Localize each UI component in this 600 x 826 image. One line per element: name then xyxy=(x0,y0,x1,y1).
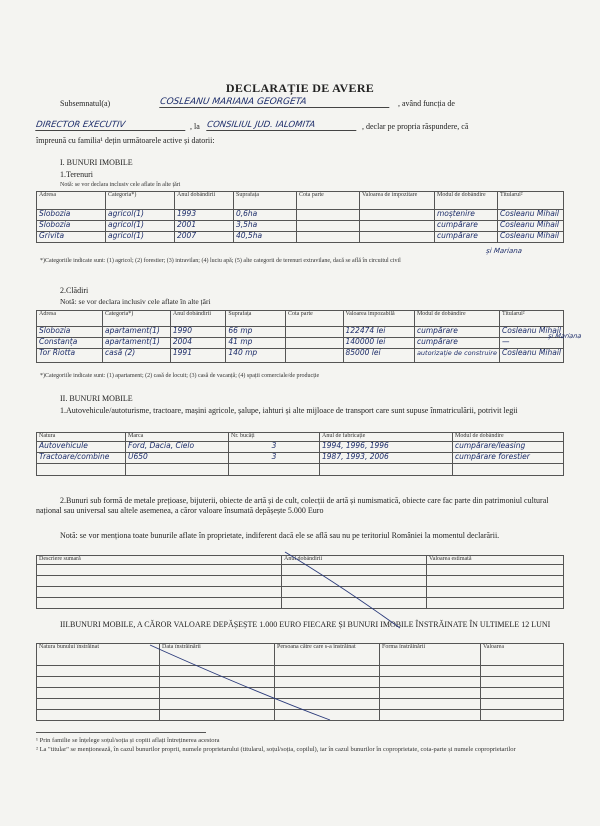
buildings-heading: 2.Clădiri xyxy=(60,286,89,295)
alienated-header-nature: Natura bunului înstrăinat xyxy=(37,644,160,666)
building-cell: Cosleanu Mihail xyxy=(500,327,564,338)
vehicle-cell: 1987, 1993, 2006 xyxy=(320,453,453,464)
valuables-note: Notă: se vor menționa toate bunurile aflate în proprietate, indiferent dacă ele se află sau nu pe teritoriul României la momentul declarării. xyxy=(60,531,500,540)
land-cell: 40,5ha xyxy=(234,232,297,243)
document-title: DECLARAȚIE DE AVERE xyxy=(225,81,375,95)
building-cell: Slobozia xyxy=(37,327,103,338)
vehicle-cell: 3 xyxy=(229,442,320,453)
land-header-address: Adresa xyxy=(37,192,106,210)
land-note: Notă: se vor declara inclusiv cele aflate în alte țări xyxy=(60,182,181,188)
building-cell: Tor Riotta xyxy=(37,349,103,363)
vehicles-header-acquisition: Modul de dobândire xyxy=(453,433,564,442)
land-cell: 0,6ha xyxy=(234,210,297,221)
building-cell: — xyxy=(500,338,564,349)
valuables-header-value: Valoarea estimată xyxy=(427,556,564,565)
building-cell: 2004 xyxy=(170,338,226,349)
building-cell: 41 mp xyxy=(226,338,286,349)
buildings-header-category: Categoria*) xyxy=(102,311,170,327)
land-header-category: Categoria*) xyxy=(106,192,175,210)
land-cell: Slobozia xyxy=(37,210,106,221)
section-2-heading: II. BUNURI MOBILE xyxy=(60,394,133,403)
vehicles-header-count: Nr. bucăți xyxy=(229,433,320,442)
land-cell: agricol(1) xyxy=(106,232,175,243)
vehicle-cell: Autovehicule xyxy=(37,442,126,453)
land-cell: cumpărare xyxy=(435,232,498,243)
valuables-header-description: Descriere sumară xyxy=(37,556,282,565)
vehicles-header-year: Anul de fabricație xyxy=(320,433,453,442)
valuables-header-year: Anul dobândirii xyxy=(282,556,427,565)
buildings-header-address: Adresa xyxy=(37,311,103,327)
intro-prefix: Subsemnatul(a) xyxy=(60,99,111,108)
declarant-function: DIRECTOR EXECUTIV xyxy=(35,120,187,131)
buildings-header-share: Cota parte xyxy=(285,311,343,327)
intro-function-text: , având funcția de xyxy=(398,99,455,108)
land-cell: Cosleanu Mihail xyxy=(498,210,564,221)
building-cell: apartament(1) xyxy=(102,338,170,349)
buildings-header-area: Suprafața xyxy=(226,311,286,327)
buildings-footnote: *)Categoriile indicate sunt: (1) apartament; (2) casă de locuit; (3) casă de vacanță; (4) spații comerciale/de producție xyxy=(40,373,320,379)
land-footnote: *)Categoriile indicate sunt: (1) agricol; (2) forestier; (3) intravilan; (4) luciu apă; (5) alte categorii de terenuri extravilane, dacă se află în circuitul civil xyxy=(40,258,401,264)
vehicle-cell: cumpărare forestier xyxy=(453,453,564,464)
land-header-tax-value: Valoarea de impozitare xyxy=(360,192,435,210)
vehicles-header-brand: Marca xyxy=(126,433,229,442)
land-cell: Cosleanu Mihail xyxy=(498,221,564,232)
building-cell: 85000 lei xyxy=(343,349,414,363)
building-cell: autorizație de construire xyxy=(414,349,499,363)
land-cell: 2001 xyxy=(175,221,234,232)
intro-family-line: împreună cu familia¹ dețin următoarele active și datorii: xyxy=(36,136,215,145)
section-1-heading: I. BUNURI IMOBILE xyxy=(60,158,133,167)
building-cell: 140000 lei xyxy=(343,338,414,349)
land-heading: 1.Terenuri xyxy=(60,170,93,179)
intro-declare-text: , declar pe propria răspundere, că xyxy=(362,122,469,131)
land-holder-extra: și Mariana xyxy=(485,247,523,255)
land-header-share: Cota parte xyxy=(297,192,360,210)
vehicle-cell: Tractoare/combine xyxy=(37,453,126,464)
land-cell: 1993 xyxy=(175,210,234,221)
declarant-name: COSLEANU MARIANA GEORGETA xyxy=(159,97,391,108)
valuables-strike-line xyxy=(285,552,400,628)
land-cell: Cosleanu Mihail xyxy=(498,232,564,243)
land-cell: Grivita xyxy=(37,232,106,243)
building-cell: apartament(1) xyxy=(102,327,170,338)
buildings-header-year: Anul dobândirii xyxy=(170,311,226,327)
land-cell: Slobozia xyxy=(37,221,106,232)
vehicle-cell: cumpărare/leasing xyxy=(453,442,564,453)
alienated-strike-line xyxy=(150,645,330,720)
alienated-header-form: Forma înstrăinării xyxy=(380,644,481,666)
land-cell: cumpărare xyxy=(435,221,498,232)
vehicles-header-type: Natura xyxy=(37,433,126,442)
vehicles-intro: 1.Autovehicule/autoturisme, tractoare, mașini agricole, șalupe, iahturi și alte mijloace de transport care sunt supuse înmatriculării, potrivit legii xyxy=(60,406,518,415)
alienated-header-person: Persoana către care s-a înstrăinat xyxy=(275,644,380,666)
vehicle-cell: 3 xyxy=(229,453,320,464)
building-cell: Cosleanu Mihail xyxy=(500,349,564,363)
land-header-holder: Titularul² xyxy=(498,192,564,210)
buildings-extra-note: și Mariana xyxy=(547,332,582,340)
alienated-header-date: Data înstrăinării xyxy=(160,644,275,666)
intro-at-text: , la xyxy=(190,122,200,131)
declarant-institution: CONSILIUL JUD. IALOMITA xyxy=(206,120,358,131)
vehicle-cell: 1994, 1996, 1996 xyxy=(320,442,453,453)
vehicle-cell: Ford, Dacia, Cielo xyxy=(126,442,229,453)
building-cell: casă (2) xyxy=(102,349,170,363)
building-cell: cumpărare xyxy=(414,327,499,338)
buildings-header-holder: Titularul² xyxy=(500,311,564,327)
land-cell: 2007 xyxy=(175,232,234,243)
footnote-divider xyxy=(36,732,206,733)
valuables-intro: 2.Bunuri sub formă de metale prețioase, bijuterii, obiecte de artă și de cult, colecții de artă și numismatică, obiecte care fac parte din patrimoniul cultural național sau universal sau altele asemenea, a căror valoare însumată depășește 5.000 Euro xyxy=(36,496,549,515)
building-cell: 122474 lei xyxy=(343,327,414,338)
buildings-note: Notă: se vor declara inclusiv cele aflate în alte țări xyxy=(60,297,211,306)
building-cell: 1991 xyxy=(170,349,226,363)
land-cell: agricol(1) xyxy=(106,221,175,232)
land-cell: moștenire xyxy=(435,210,498,221)
buildings-header-acquisition: Modul de dobândire xyxy=(414,311,499,327)
land-header-year: Anul dobândirii xyxy=(175,192,234,210)
building-cell: Constanța xyxy=(37,338,103,349)
building-cell: 140 mp xyxy=(226,349,286,363)
vehicle-cell: U650 xyxy=(126,453,229,464)
land-cell: 3,5ha xyxy=(234,221,297,232)
buildings-header-tax-value: Valoarea impozabilă xyxy=(343,311,414,327)
land-cell: agricol(1) xyxy=(106,210,175,221)
building-cell: cumpărare xyxy=(414,338,499,349)
building-cell: 1990 xyxy=(170,327,226,338)
land-header-acquisition: Modul de dobândire xyxy=(435,192,498,210)
alienated-header-value: Valoarea xyxy=(481,644,564,666)
land-header-area: Suprafața xyxy=(234,192,297,210)
footnote-holder: ² La "titular" se menționează, în cazul bunurilor proprii, numele proprietarului (titularul, soțul/soția, copilul), iar în cazul bunurilor în coproprietate, cota-parte și numele coproprietarilor xyxy=(36,746,516,753)
building-cell: 66 mp xyxy=(226,327,286,338)
section-3-heading: III.BUNURI MOBILE, A CĂROR VALOARE DEPĂȘEȘTE 1.000 EURO FIECARE ȘI BUNURI IMOBILE ÎNSTRĂINATE ÎN ULTIMELE 12 LUNI xyxy=(60,620,551,629)
footnote-family: ¹ Prin familie se înțelege soțul/soția și copiii aflați întreținerea acestora xyxy=(36,737,220,744)
